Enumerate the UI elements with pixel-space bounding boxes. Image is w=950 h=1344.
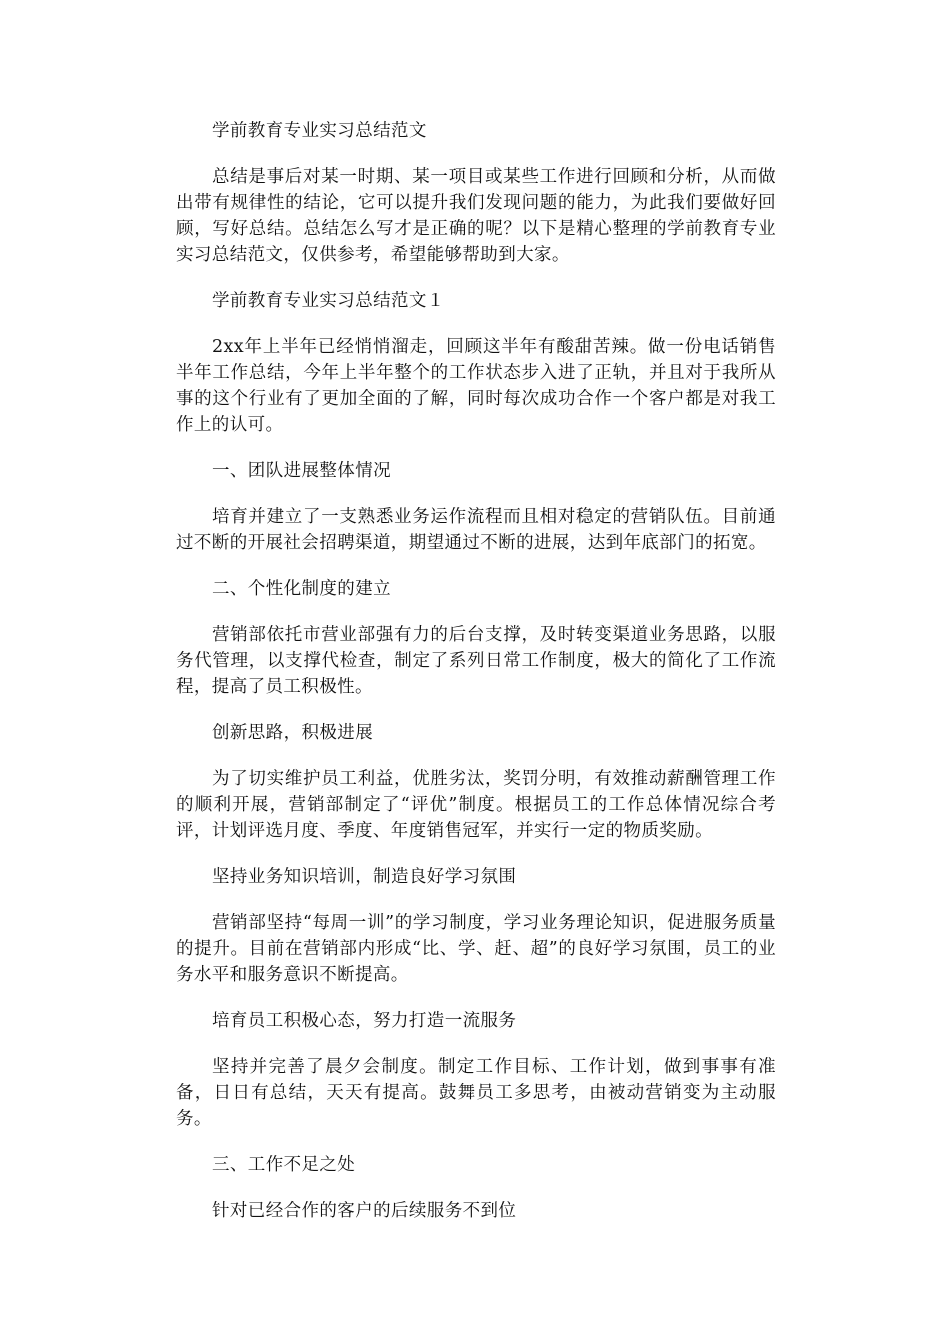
paragraph: 培育并建立了一支熟悉业务运作流程而且相对稳定的营销队伍。目前通过不断的开展社会招聘渠道，期望通过不断的进展，达到年底部门的拓宽。 bbox=[176, 507, 776, 553]
document-body bbox=[176, 118, 776, 1244]
intro-paragraph: 总结是事后对某一时期、某一项目或某些工作进行回顾和分析，从而做出带有规律性的结论，它可以提升我们发现问题的能力，为此我们要做好回顾，写好总结。总结怎么写才是正确的呢？以下是精心整理的学前教育专业实习总结范文，仅供参考，希望能够帮助到大家。 bbox=[176, 167, 776, 265]
paragraph: 营销部依托市营业部强有力的后台支撑，及时转变渠道业务思路，以服务代管理，以支撑代检查，制定了系列日常工作制度，极大的简化了工作流程，提高了员工积极性。 bbox=[176, 625, 776, 697]
section-heading: 三、工作不足之处 bbox=[212, 1155, 356, 1175]
section-heading: 二、个性化制度的建立 bbox=[212, 579, 391, 599]
paragraph: 2xx年上半年已经悄悄溜走，回顾这半年有酸甜苦辣。做一份电话销售半年工作总结，今年上半年整个的工作状态步入进了正轨，并且对于我所从事的这个行业有了更加全面的了解，同时每次成功合作一个客户都是对我工作上的认可。 bbox=[176, 337, 776, 435]
paragraph: 坚持并完善了晨夕会制度。制定工作目标、工作计划，做到事事有准备，日日有总结，天天有提高。鼓舞员工多思考，由被动营销变为主动服务。 bbox=[176, 1057, 776, 1129]
section-heading: 学前教育专业实习总结范文１ bbox=[212, 291, 445, 311]
paragraph: 为了切实维护员工利益，优胜劣汰，奖罚分明，有效推动薪酬管理工作的顺利开展，营销部制定了“评优”制度。根据员工的工作总体情况综合考评，计划评选月度、季度、年度销售冠军，并实行一定的物质奖励。 bbox=[176, 769, 776, 841]
section-heading: 一、团队进展整体情况 bbox=[212, 461, 391, 481]
paragraph: 针对已经合作的客户的后续服务不到位 bbox=[212, 1201, 517, 1221]
subheading: 创新思路，积极进展 bbox=[212, 723, 374, 743]
subheading: 培育员工积极心态，努力打造一流服务 bbox=[212, 1011, 517, 1031]
document-title: 学前教育专业实习总结范文 bbox=[212, 121, 427, 141]
subheading: 坚持业务知识培训，制造良好学习氛围 bbox=[212, 867, 517, 887]
paragraph: 营销部坚持“每周一训”的学习制度，学习业务理论知识，促进服务质量的提升。目前在营销部内形成“比、学、赶、超”的良好学习氛围，员工的业务水平和服务意识不断提高。 bbox=[176, 913, 776, 985]
